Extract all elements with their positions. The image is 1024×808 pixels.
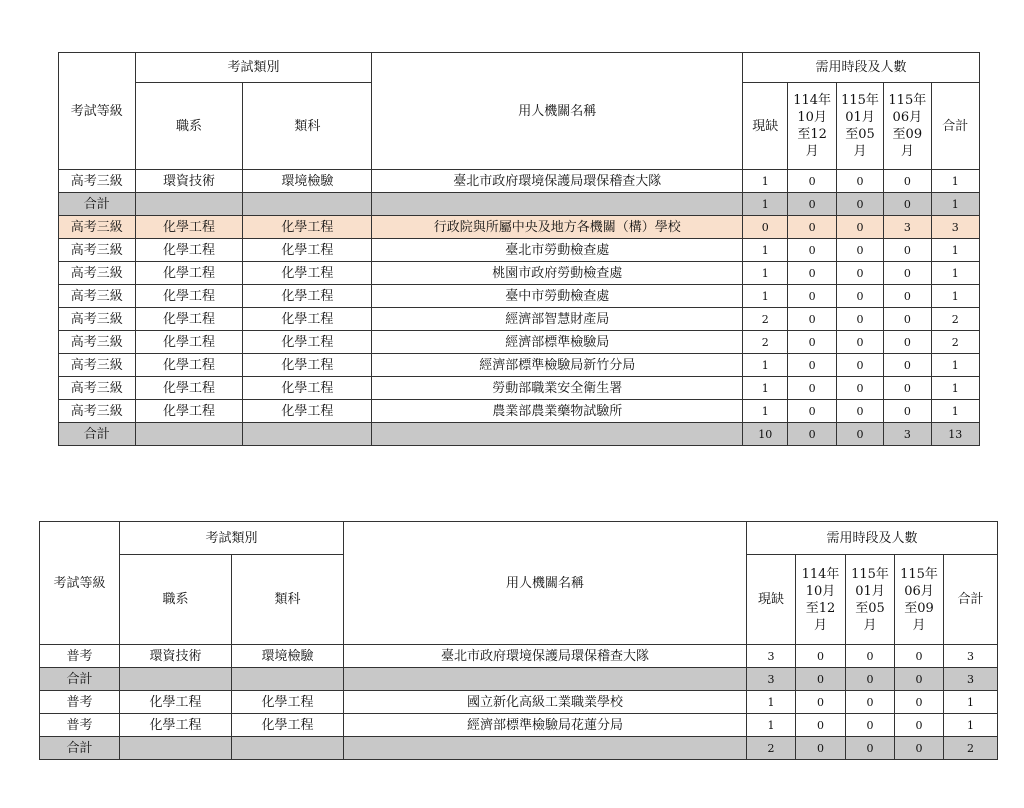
cell-subject: 化學工程 (243, 377, 372, 400)
cell-p3: 0 (884, 400, 931, 423)
cell-subject: 化學工程 (243, 400, 372, 423)
cell-total: 1 (931, 285, 980, 308)
table-row (59, 331, 980, 354)
header-exam-level: 考試等級 (59, 53, 136, 170)
table-row (40, 645, 998, 668)
cell-level: 高考三級 (59, 331, 136, 354)
cell-current: 2 (747, 737, 796, 760)
cell-agency: 勞動部職業安全衛生署 (372, 377, 743, 400)
cell-level: 普考 (40, 691, 120, 714)
cell-subject: 化學工程 (243, 262, 372, 285)
cell-discipline: 環資技術 (135, 170, 243, 193)
cell-p3: 0 (884, 285, 931, 308)
vacancy-table-general (39, 521, 998, 760)
cell-discipline: 化學工程 (135, 285, 243, 308)
cell-subject: 環境檢驗 (232, 645, 344, 668)
cell-level: 合計 (40, 737, 120, 760)
header-demand: 需用時段及人數 (743, 53, 980, 83)
cell-current: 1 (747, 714, 796, 737)
cell-p1: 0 (788, 354, 836, 377)
cell-current: 1 (743, 400, 788, 423)
cell-discipline: 化學工程 (135, 308, 243, 331)
total-row (59, 193, 980, 216)
cell-discipline (135, 193, 243, 216)
header-agency: 用人機關名稱 (344, 522, 747, 645)
cell-p1: 0 (788, 216, 836, 239)
cell-current: 2 (743, 308, 788, 331)
cell-current: 2 (743, 331, 788, 354)
table-row (59, 239, 980, 262)
cell-agency: 臺北市政府環境保護局環保稽查大隊 (344, 645, 747, 668)
header-exam-category: 考試類別 (135, 53, 372, 83)
cell-p2: 0 (846, 714, 895, 737)
cell-subject (232, 668, 344, 691)
cell-level: 高考三級 (59, 308, 136, 331)
cell-current: 1 (743, 285, 788, 308)
header-subject: 類科 (243, 83, 372, 170)
cell-agency (344, 668, 747, 691)
cell-p2: 0 (846, 737, 895, 760)
cell-total: 1 (931, 239, 980, 262)
cell-current: 1 (743, 262, 788, 285)
cell-level: 高考三級 (59, 216, 136, 239)
cell-total: 3 (944, 645, 998, 668)
cell-p3: 0 (884, 331, 931, 354)
table-row (59, 377, 980, 400)
cell-current: 1 (743, 239, 788, 262)
cell-total: 1 (931, 377, 980, 400)
cell-level: 高考三級 (59, 354, 136, 377)
cell-discipline: 化學工程 (135, 400, 243, 423)
header-exam-level: 考試等級 (40, 522, 120, 645)
cell-p1: 0 (788, 170, 836, 193)
cell-agency (344, 737, 747, 760)
table-row (59, 216, 980, 239)
cell-level: 高考三級 (59, 239, 136, 262)
cell-p1: 0 (788, 193, 836, 216)
cell-p1: 0 (788, 308, 836, 331)
cell-total: 13 (931, 423, 980, 446)
cell-level: 高考三級 (59, 377, 136, 400)
cell-p2: 0 (846, 691, 895, 714)
cell-p2: 0 (836, 331, 883, 354)
cell-discipline (120, 668, 232, 691)
cell-p1: 0 (788, 377, 836, 400)
header-exam-category: 考試類別 (120, 522, 344, 555)
cell-agency: 農業部農業藥物試驗所 (372, 400, 743, 423)
cell-p1: 0 (788, 239, 836, 262)
vacancy-table-senior (58, 52, 980, 446)
cell-p1: 0 (796, 691, 846, 714)
cell-subject: 環境檢驗 (243, 170, 372, 193)
cell-total: 2 (931, 331, 980, 354)
cell-p3: 0 (895, 714, 944, 737)
cell-agency: 桃園市政府勞動檢查處 (372, 262, 743, 285)
cell-subject: 化學工程 (243, 331, 372, 354)
header-period-3: 115年 06月 至09 月 (884, 83, 931, 170)
header-discipline: 職系 (135, 83, 243, 170)
cell-subject: 化學工程 (243, 239, 372, 262)
cell-subject: 化學工程 (243, 354, 372, 377)
header-period-2: 115年 01月 至05 月 (846, 555, 895, 645)
cell-p2: 0 (846, 668, 895, 691)
cell-current: 10 (743, 423, 788, 446)
cell-subject: 化學工程 (232, 714, 344, 737)
cell-total: 1 (931, 170, 980, 193)
cell-discipline: 化學工程 (135, 331, 243, 354)
total-row (59, 423, 980, 446)
cell-level: 合計 (59, 423, 136, 446)
cell-agency: 經濟部標準檢驗局 (372, 331, 743, 354)
cell-agency (372, 423, 743, 446)
cell-p1: 0 (788, 285, 836, 308)
cell-total: 1 (931, 400, 980, 423)
cell-p3: 3 (884, 423, 931, 446)
cell-p3: 0 (895, 645, 944, 668)
cell-p3: 0 (884, 193, 931, 216)
cell-total: 1 (931, 262, 980, 285)
table-row (59, 285, 980, 308)
cell-subject: 化學工程 (243, 216, 372, 239)
cell-p2: 0 (836, 377, 883, 400)
cell-p3: 0 (895, 691, 944, 714)
cell-subject: 化學工程 (243, 285, 372, 308)
cell-discipline: 化學工程 (120, 714, 232, 737)
cell-discipline: 化學工程 (135, 239, 243, 262)
header-agency: 用人機關名稱 (372, 53, 743, 170)
cell-p2: 0 (836, 423, 883, 446)
cell-p3: 0 (884, 170, 931, 193)
cell-p1: 0 (796, 737, 846, 760)
cell-subject: 化學工程 (232, 691, 344, 714)
cell-p1: 0 (796, 668, 846, 691)
cell-agency: 臺北市勞動檢查處 (372, 239, 743, 262)
cell-total: 2 (931, 308, 980, 331)
total-row (40, 668, 998, 691)
cell-p1: 0 (788, 423, 836, 446)
table-row (59, 400, 980, 423)
cell-current: 1 (743, 377, 788, 400)
cell-level: 高考三級 (59, 262, 136, 285)
cell-p2: 0 (836, 193, 883, 216)
cell-discipline: 化學工程 (135, 354, 243, 377)
header-total: 合計 (931, 83, 980, 170)
cell-p1: 0 (796, 645, 846, 668)
header-period-2: 115年 01月 至05 月 (836, 83, 883, 170)
cell-current: 3 (747, 645, 796, 668)
header-period-1: 114年 10月 至12 月 (788, 83, 836, 170)
cell-agency: 經濟部標準檢驗局花蓮分局 (344, 714, 747, 737)
cell-total: 3 (931, 216, 980, 239)
cell-p3: 0 (884, 354, 931, 377)
cell-p3: 0 (895, 737, 944, 760)
cell-current: 1 (743, 170, 788, 193)
cell-subject: 化學工程 (243, 308, 372, 331)
cell-subject (243, 193, 372, 216)
table-row (59, 170, 980, 193)
cell-p2: 0 (836, 354, 883, 377)
cell-discipline (135, 423, 243, 446)
cell-p1: 0 (788, 400, 836, 423)
cell-discipline (120, 737, 232, 760)
cell-p3: 0 (884, 262, 931, 285)
table-row (40, 714, 998, 737)
cell-level: 高考三級 (59, 285, 136, 308)
cell-total: 1 (944, 691, 998, 714)
cell-p2: 0 (836, 308, 883, 331)
cell-subject (232, 737, 344, 760)
header-period-3: 115年 06月 至09 月 (895, 555, 944, 645)
cell-p3: 0 (884, 308, 931, 331)
header-demand: 需用時段及人數 (747, 522, 998, 555)
cell-agency: 行政院與所屬中央及地方各機關（構）學校 (372, 216, 743, 239)
cell-total: 2 (944, 737, 998, 760)
header-discipline: 職系 (120, 555, 232, 645)
cell-p1: 0 (788, 331, 836, 354)
cell-p1: 0 (796, 714, 846, 737)
header-total: 合計 (944, 555, 998, 645)
cell-p2: 0 (836, 170, 883, 193)
table-row (59, 262, 980, 285)
cell-current: 0 (743, 216, 788, 239)
cell-level: 合計 (40, 668, 120, 691)
cell-agency: 臺北市政府環境保護局環保稽查大隊 (372, 170, 743, 193)
cell-p2: 0 (836, 262, 883, 285)
cell-level: 普考 (40, 645, 120, 668)
cell-discipline: 化學工程 (135, 262, 243, 285)
cell-discipline: 化學工程 (135, 216, 243, 239)
cell-level: 高考三級 (59, 170, 136, 193)
table-row (59, 308, 980, 331)
cell-current: 1 (743, 354, 788, 377)
cell-agency: 經濟部智慧財產局 (372, 308, 743, 331)
cell-agency: 臺中市勞動檢查處 (372, 285, 743, 308)
cell-discipline: 環資技術 (120, 645, 232, 668)
cell-total: 1 (931, 354, 980, 377)
cell-total: 1 (944, 714, 998, 737)
cell-discipline: 化學工程 (120, 691, 232, 714)
cell-agency: 國立新化高級工業職業學校 (344, 691, 747, 714)
cell-p2: 0 (836, 216, 883, 239)
cell-p2: 0 (836, 400, 883, 423)
cell-total: 1 (931, 193, 980, 216)
cell-level: 合計 (59, 193, 136, 216)
total-row (40, 737, 998, 760)
cell-current: 1 (747, 691, 796, 714)
cell-p2: 0 (836, 285, 883, 308)
header-current: 現缺 (747, 555, 796, 645)
cell-p3: 3 (884, 216, 931, 239)
header-current: 現缺 (743, 83, 788, 170)
cell-discipline: 化學工程 (135, 377, 243, 400)
cell-p3: 0 (895, 668, 944, 691)
cell-agency: 經濟部標準檢驗局新竹分局 (372, 354, 743, 377)
cell-agency (372, 193, 743, 216)
header-period-1: 114年 10月 至12 月 (796, 555, 846, 645)
cell-p1: 0 (788, 262, 836, 285)
table-row (40, 691, 998, 714)
cell-level: 普考 (40, 714, 120, 737)
cell-p2: 0 (846, 645, 895, 668)
header-subject: 類科 (232, 555, 344, 645)
cell-current: 3 (747, 668, 796, 691)
cell-total: 3 (944, 668, 998, 691)
cell-level: 高考三級 (59, 400, 136, 423)
table-row (59, 354, 980, 377)
cell-p2: 0 (836, 239, 883, 262)
cell-p3: 0 (884, 239, 931, 262)
cell-subject (243, 423, 372, 446)
cell-p3: 0 (884, 377, 931, 400)
cell-current: 1 (743, 193, 788, 216)
